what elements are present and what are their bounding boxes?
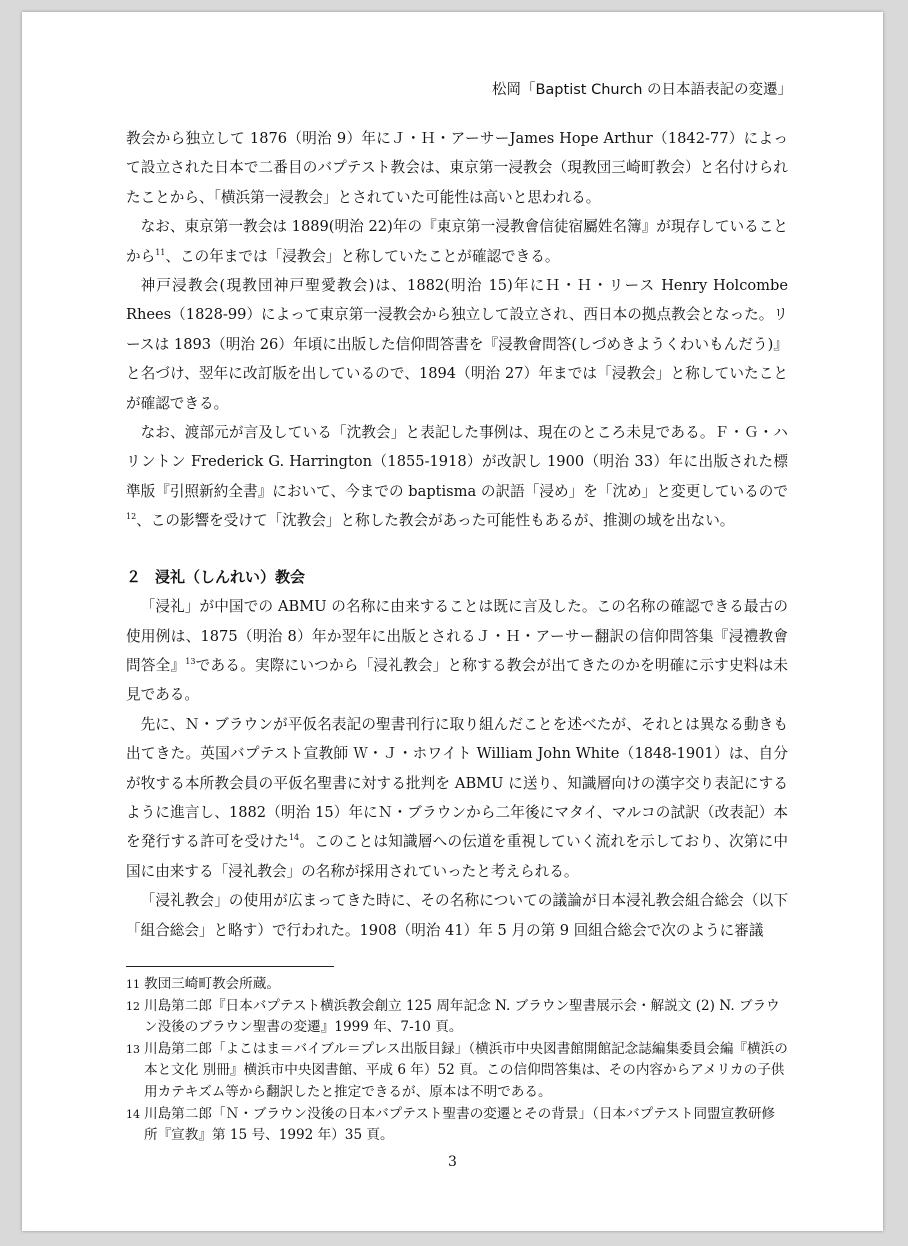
footnote-text: 教団三崎町教会所蔵。: [144, 976, 280, 992]
footnote: [126, 996, 788, 1039]
footnote: [126, 974, 788, 996]
paragraph-text: 先に、Ｎ・ブラウンが平仮名表記の聖書刊行に取り組んだことを述べたが、それとは異なる動きも出てきた。英国バプテスト宣教師 Ｗ・Ｊ・ホワイト William John White（1848-1901）は、自分が牧する本所教会員の平仮名聖書に対する批判を ABMU に送り、知識層向けの漢字交り表記にするように進言し、1882（明治 15）年にＮ・ブラウンから二年後にマタイ、マルコの試訳（改表記）本を発行する許可を受けた: [126, 715, 788, 851]
running-head: 松岡「Baptist Church の日本語表記の変遷」: [491, 82, 792, 98]
paragraph-text: 、この年までは「浸教会」と称していたことが確認できる。: [165, 247, 560, 265]
paragraph: [126, 710, 788, 886]
paragraph-text: なお、東京第一教会は 1889(明治 22)年の『東京第一浸教會信徒宿屬姓名簿』が現存していることから: [126, 218, 788, 265]
paragraph: 教会から独立して 1876（明治 9）年にＪ・Ｈ・アーサーJames Hope Arthur（1842-77）によって設立された日本で二番目のバプテスト教会は、東京第一浸教会（現教団三崎町教会）と名付けられたことから、「横浜第一浸教会」とされていた可能性は高いと思われる。: [126, 130, 788, 206]
paragraph-text: 。このことは知識層への伝道を重視していく流れを示しており、次第に中国に由来する「浸礼教会」の名称が採用されていったと考えられる。: [126, 833, 788, 880]
footnote-ref[interactable]: 13: [185, 656, 196, 666]
section-heading: [126, 563, 788, 592]
footnote-ref[interactable]: 12: [126, 512, 137, 522]
paragraph: [126, 592, 788, 710]
footnote-text: 川島第二郎「よこはま＝バイブル＝プレス出版目録」（横浜市中央図書館開館記念誌編集委員会編『横浜の本と文化 別冊』横浜市中央図書館、平成 6 年）52 頁。この信仰問答集は、その内容からアメリカの子供用カテキズム等から翻訳したと推定できるが、原本は不明である。: [144, 1040, 788, 1100]
page-number: 3: [448, 1154, 457, 1170]
footnote-number: 13: [126, 1042, 140, 1056]
footnote-number: 11: [126, 978, 140, 991]
paragraph-text: 、この影響を受けて「沈教会」と称した教会があった可能性もあるが、推測の域を出ない。: [136, 512, 735, 530]
paragraph: [126, 212, 788, 271]
document-page: [22, 12, 883, 1231]
footnote-text: 川島第二郎「Ｎ・ブラウン没後の日本バプテスト聖書の変遷とその背景」（日本バプテスト同盟宣教研修所『宣教』第 15 号、1992 年）35 頁。: [144, 1105, 776, 1144]
footnote-number: 14: [126, 1107, 140, 1121]
body-text: [126, 124, 788, 945]
section-number: ２: [126, 567, 142, 586]
footnote-divider: [126, 966, 334, 967]
footnote-ref[interactable]: 14: [288, 833, 300, 843]
footnotes: [126, 974, 788, 1147]
paragraph-text: 「浸礼」が中国での ABMU の名称に由来することは既に言及した。この名称の確認できる最古の使用例は、1875（明治 8）年か翌年に出版とされるＪ・Ｈ・アーサー翻訳の信仰問答集『浸禮教會問答全』: [126, 598, 788, 674]
paragraph: [126, 418, 788, 536]
paragraph: 「浸礼教会」の使用が広まってきた時に、その名称についての議論が日本浸礼教会組合総会（以下「組合総会」と略す）で行われた。1908（明治 41）年 5 月の第 9 回組合総会で次のように審議: [126, 892, 788, 939]
paragraph-text: なお、渡部元が言及している「沈教会」と表記した事例は、現在のところ未見である。Ｆ・Ｇ・ハリントン Frederick G. Harrington（1855-1918）が改訳し 1900（明治 33）年に出版された標準版『引照新約全書』において、今までの baptisma の訳語「浸め」を「沈め」と変更しているので: [126, 424, 788, 500]
footnote: [126, 1039, 788, 1104]
footnote-number: 12: [126, 999, 140, 1013]
footnote-text: 川島第二郎『日本バプテスト横浜教会創立 125 周年記念 N. ブラウン聖書展示会・解説文 (2) N. ブラウン没後のブラウン聖書の変遷』1999 年、7-10 頁。: [144, 997, 780, 1036]
footnote-ref[interactable]: 11: [155, 247, 166, 257]
paragraph-text: である。実際にいつから「浸礼教会」と称する教会が出てきたのかを明確に示す史料は未見である。: [126, 656, 788, 704]
section-title: 浸礼（しんれい）教会: [155, 567, 306, 586]
footnote: [126, 1104, 788, 1147]
paragraph: 神戸浸教会(現教団神戸聖愛教会)は、1882(明治 15)年にＨ・Ｈ・リース Henry Holcombe Rhees（1828-99）によって東京第一浸教会から独立して設立され、西日本の拠点教会となった。リースは 1893（明治 26）年頃に出版した信仰問答書を『浸教會問答(しづめきようくわいもんだう)』と名づけ、翌年に改訂版を出しているので、1894（明治 27）年までは「浸教会」と称していたことが確認できる。: [126, 277, 788, 412]
